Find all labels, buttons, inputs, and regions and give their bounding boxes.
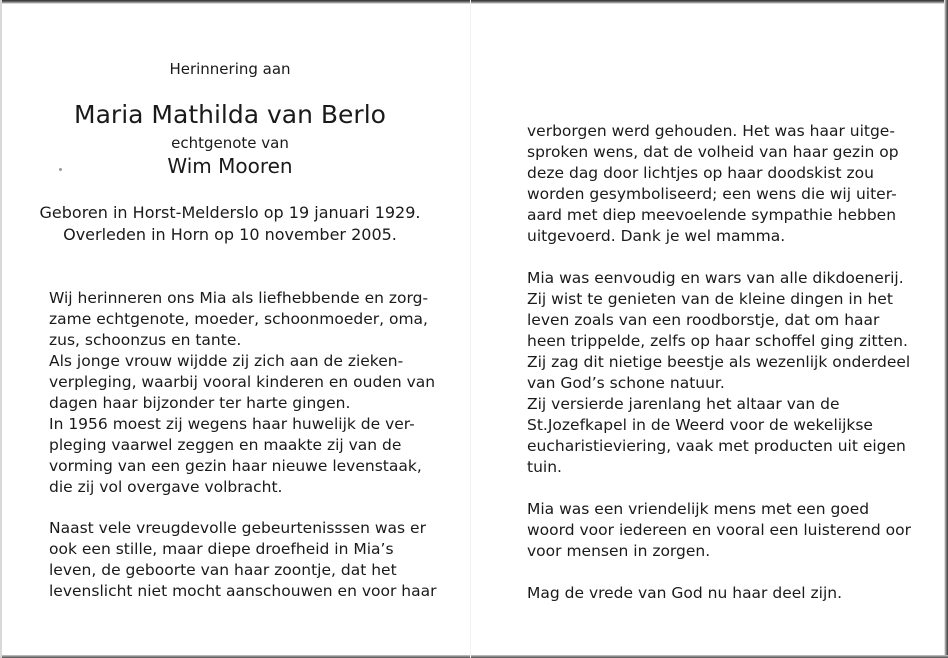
scan-edge-top bbox=[0, 0, 948, 4]
text-line: vorming van een gezin haar nieuwe levenstaak, bbox=[49, 457, 422, 475]
text-line: verborgen werd gehouden. Het was haar uitge- bbox=[527, 122, 895, 140]
text-line: voor mensen in zorgen. bbox=[527, 542, 711, 560]
left-paragraph-1 bbox=[49, 288, 435, 498]
text-line: Naast vele vreugdevolle gebeurtenisssen was er bbox=[49, 519, 426, 537]
text-line: Zij zag dit nietige beestje als wezenlijk onderdeel bbox=[527, 353, 911, 371]
text-line: Mia was eenvoudig en wars van alle dikdoenerij. bbox=[527, 269, 904, 287]
text-line: St.Jozefkapel in de Weerd voor de wekelijkse bbox=[527, 416, 873, 434]
text-line: leven, de geboorte van haar zoontje, dat het bbox=[49, 561, 397, 579]
text-line: zus, schoonzus en tante. bbox=[49, 331, 242, 349]
text-line: leven zoals van een roodborstje, dat om haar bbox=[527, 311, 880, 329]
text-line: eucharistieviering, vaak met producten uit eigen bbox=[527, 437, 906, 455]
spouse-label: echtgenote van bbox=[171, 134, 289, 152]
text-line: heen trippelde, zelfs op haar schoffel ging zitten. bbox=[527, 332, 908, 350]
spouse-name: Wim Mooren bbox=[167, 154, 293, 178]
text-line: Als jonge vrouw wijdde zij zich aan de zieken- bbox=[49, 352, 404, 370]
text-line: Wij herinneren ons Mia als liefhebbende en zorg- bbox=[49, 289, 429, 307]
text-line: uitgevoerd. Dank je wel mamma. bbox=[527, 227, 786, 245]
text-line: deze dag door lichtjes op haar doodskist zou bbox=[527, 164, 874, 182]
text-line: zame echtgenote, moeder, schoonmoeder, oma, bbox=[49, 310, 428, 328]
left-paragraph-2 bbox=[49, 518, 436, 602]
text-line: tuin. bbox=[527, 458, 562, 476]
right-paragraph-1 bbox=[527, 121, 899, 247]
text-line: aard met diep meevoelende sympathie hebben bbox=[527, 206, 897, 224]
scan-edge-right bbox=[944, 0, 948, 658]
text-line: die zij vol overgave volbracht. bbox=[49, 478, 283, 496]
text-line: worden gesymboliseerd; een wens die wij uiter- bbox=[527, 185, 897, 203]
scan-speck bbox=[59, 168, 62, 171]
text-line: Mag de vrede van God nu haar deel zijn. bbox=[527, 584, 843, 602]
death-line: Overleden in Horn op 10 november 2005. bbox=[63, 225, 397, 244]
text-line: levenslicht niet mocht aanschouwen en voor haar bbox=[49, 582, 437, 600]
deceased-name: Maria Mathilda van Berlo bbox=[74, 100, 386, 129]
intro-heading: Herinnering aan bbox=[169, 60, 291, 78]
text-line: In 1956 moest zij wegens haar huwelijk de ver- bbox=[49, 415, 415, 433]
text-line: sproken wens, dat de volheid van haar gezin op bbox=[527, 143, 899, 161]
life-dates bbox=[30, 202, 430, 246]
right-paragraph-4 bbox=[527, 583, 842, 604]
text-line: van God’s schone natuur. bbox=[527, 374, 725, 392]
text-line: Mia was een vriendelijk mens met een goed bbox=[527, 500, 870, 518]
text-line: ook een stille, maar diepe droefheid in Mia’s bbox=[49, 540, 394, 558]
text-line: Zij versierde jarenlang het altaar van de bbox=[527, 395, 840, 413]
text-line: dagen haar bijzonder ter harte gingen. bbox=[49, 394, 351, 412]
right-paragraph-2 bbox=[527, 268, 910, 478]
right-paragraph-3 bbox=[527, 499, 911, 562]
text-line: pleging vaarwel zeggen en maakte zij van de bbox=[49, 436, 402, 454]
text-line: woord voor iedereen en vooral een luisterend oor bbox=[527, 521, 911, 539]
card-fold bbox=[470, 0, 471, 658]
birth-line: Geboren in Horst-Melderslo op 19 januari 1929. bbox=[39, 203, 421, 222]
text-line: Zij wist te genieten van de kleine dingen in het bbox=[527, 290, 893, 308]
scan-edge-left bbox=[0, 0, 2, 658]
text-line: verpleging, waarbij vooral kinderen en ouden van bbox=[49, 373, 436, 391]
